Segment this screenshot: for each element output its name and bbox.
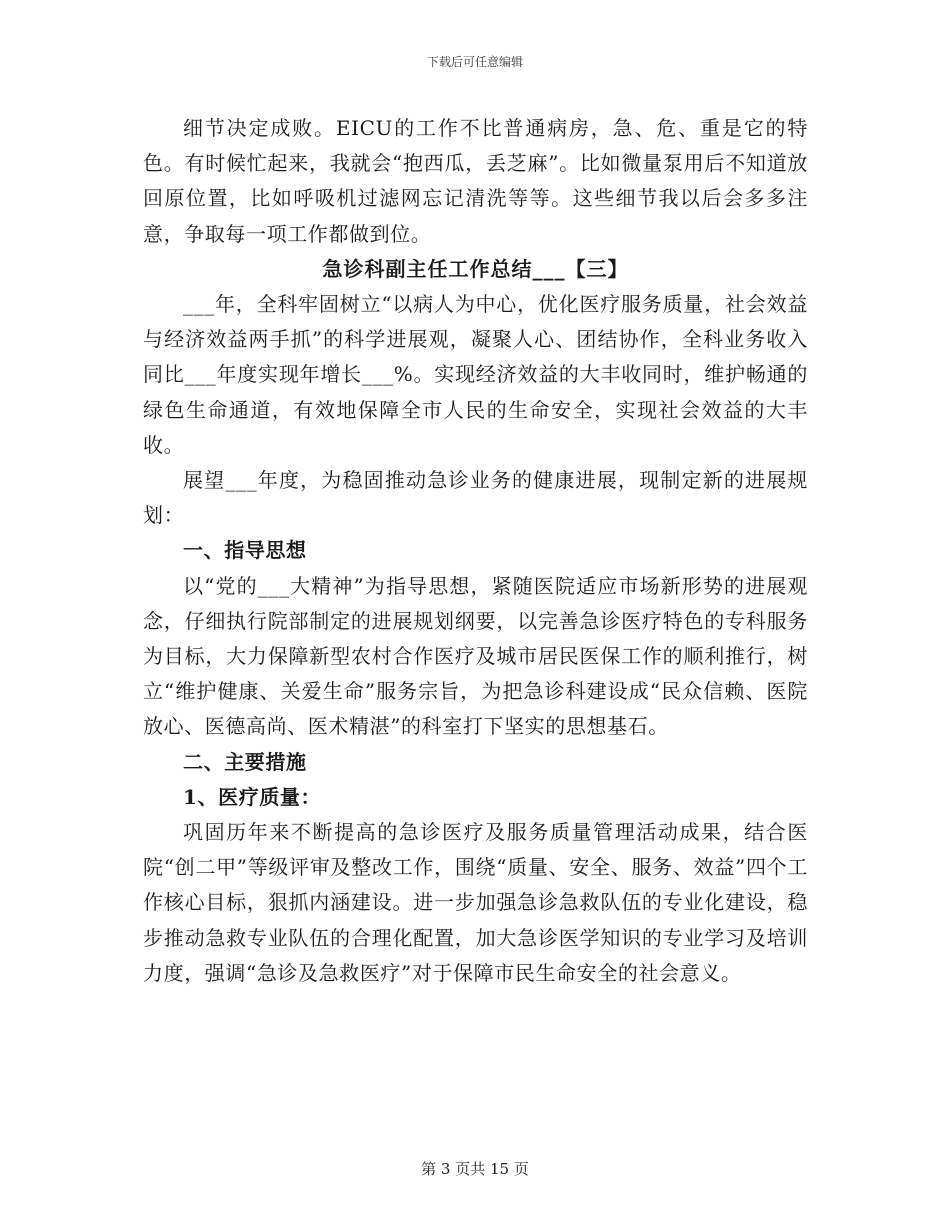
heading-medical-quality: 1、医疗质量： xyxy=(183,784,322,809)
paragraph-guiding-thought: 以“党的___大精神”为指导思想，紧随医院适应市场新形势的进展观念，仔细执行院部制定的进展规划纲要，以完善急诊医疗特色的专科服务为目标，大力保障新型农村合作医疗及城市居民医保工作的顺利推行，树立“维护健康、关爱生命”服务宗旨，为把急诊科建设成“民众信赖、医院放心、医德高尚、医术精湛”的科室打下坚实的思想基石。 xyxy=(143,573,808,739)
paragraph-outlook: 展望___年度，为稳固推动急诊业务的健康进展，现制定新的进展规划： xyxy=(143,468,808,528)
paragraph-medical-quality: 巩固历年来不断提高的急诊医疗及服务质量管理活动成果，结合医院“创二甲”等级评审及整改工作，围绕“质量、安全、服务、效益”四个工作核心目标，狠抓内涵建设。进一步加强急诊急救队伍的专业化建设，稳步推动急救专业队伍的合理化配置，加大急诊医学知识的专业学习及培训力度，强调“急诊及急救医疗”对于保障市民生命安全的社会意义。 xyxy=(143,820,808,985)
paragraph-details: 细节决定成败。EICU的工作不比普通病房，急、危、重是它的特色。有时候忙起来，我就会“抱西瓜，丢芝麻”。比如微量泵用后不知道放回原位置，比如呼吸机过滤网忘记清洗等等。这些细节我以后会多多注意，争取每一项工作都做到位。 xyxy=(143,116,808,246)
paragraph-overview: ___年，全科牢固树立“以病人为中心，优化医疗服务质量，社会效益与经济效益两手抓”的科学进展观，凝聚人心、团结协作，全科业务收入同比___年度实现年增长___%。实现经济效益的大丰收同时，维护畅通的绿色生命通道，有效地保障全市人民的生命安全，实现社会效益的大丰收。 xyxy=(143,292,808,457)
heading-main-measures: 二、主要措施 xyxy=(183,749,307,774)
page-footer: 第 3 页共 15 页 xyxy=(421,1160,529,1178)
section-title: 急诊科副主任工作总结___【三】 xyxy=(322,256,629,281)
page-header: 下载后可任意编辑 xyxy=(426,55,523,69)
document-body xyxy=(143,111,808,991)
heading-guiding-thought: 一、指导思想 xyxy=(183,538,307,563)
